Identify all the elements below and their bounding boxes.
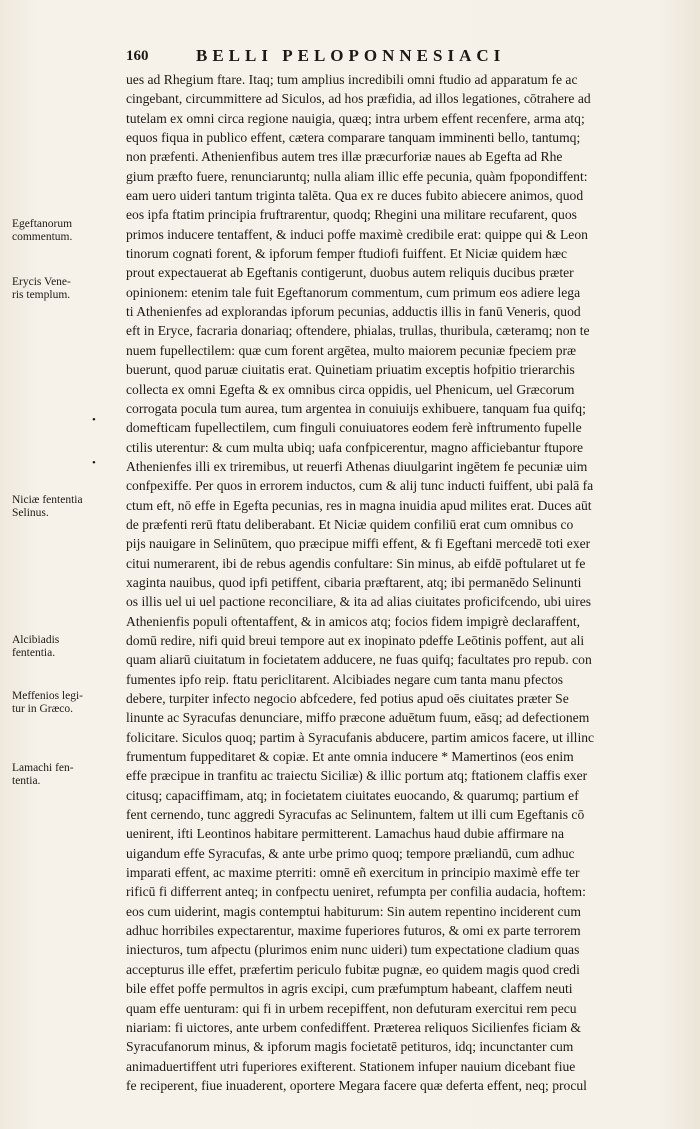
text-line: citui numerarent, ibi de rebus agendis confultare: Sin minus, ab eifdē poftularet ut fe: [126, 555, 586, 571]
text-line: Syracufanorum minus, & ipforum magis focietatē petituros, idq; incunctanter cum: [126, 1039, 574, 1055]
text-line: fent cernendo, tunc aggredi Syracufas ac Selinuntem, faltem ut illi cum Egeftanis cō: [126, 807, 585, 823]
text-line: prout expectauerat ab Egeftanis contigerunt, duobus autem reliquis ducibus præter: [126, 265, 574, 281]
text-line: gium præfto fuere, renunciaruntq; nulla aliam illic effe pecunia, quàm fpopondiffent:: [126, 168, 588, 184]
marginal-note: [12, 494, 122, 519]
text-line: confpexiffe. Per quos in errorem inductos, cum & alij tunc inducti fuiffent, ubi palā fa: [126, 478, 594, 494]
text-line: non præfenti. Athenienfibus autem tres illæ præcurforiæ naues ab Egefta ad Rhe: [126, 149, 563, 165]
text-line: Athenienfis populi oftentaffent, & in amicos atq; focios fidem impigrè declaraffent,: [126, 613, 580, 629]
text-line: nuem fupellectilem: quæ cum forent argētea, multo maiorem pecuniæ fpeciem præ: [126, 342, 577, 358]
text-line: animaduertiffent utri fuperiores exifterent. Stationem infuper nauium dicebant fiue: [126, 1058, 576, 1074]
marginal-note-line: Selinus.: [12, 506, 49, 519]
marginal-note-line: Egeftanorum: [12, 218, 73, 230]
text-line: debere, turpiter infecto negocio abfcedere, fed potius apud oēs ciuitates præter Se: [126, 691, 569, 706]
text-line: adhuc horribiles expectarentur, maxime fuperiores futuros, & omi ex parte terrorem: [126, 923, 581, 939]
text-line: eos cum uiderint, magis contemptui habiturum: Sin autem repentino inciderent cum: [126, 903, 581, 919]
text-line: primos inducere tentaffent, & induci poffe maximè credibile erat: quippe qui & Leon: [126, 226, 588, 242]
text-line: bile effet poffe permultos in agris excipi, cum præfumptum habeant, claffem neuti: [126, 981, 573, 997]
text-line: fe reciperent, fiue inuaderent, oportere Megara facere quæ deferta effent, neq; procul: [126, 1077, 587, 1093]
marginal-note: [12, 634, 122, 659]
marginal-note-line: tur in Græco.: [12, 702, 74, 715]
page-header: [0, 44, 700, 68]
text-line: corrogata pocula tum aurea, tum argentea in conuiuijs exhibuere, tanquam fua quifq;: [126, 400, 586, 416]
text-line: eam uero uideri tantum triginta talēta. Qua ex re duces fubito abiecere animos, quod: [126, 188, 584, 204]
marginal-note-line: Meffenios legi-: [12, 690, 84, 702]
running-title: BELLI PELOPONNESIACI: [196, 46, 506, 65]
text-line: ti Athenienfes ad explorandas ipforum pecunias, adductis illis in fanū Veneris, quod: [126, 304, 581, 320]
text-line: tinorum cognati forent, & ipforum femper ftudiofi fuiffent. Et Niciæ quidem hæc: [126, 246, 568, 262]
marginal-note-line: ris templum.: [12, 288, 71, 301]
text-line: iniecturos, tum afpectu (plurimos enim nunc uideri) tum expectatione cladium quas: [126, 942, 580, 958]
marginal-note: [12, 690, 122, 715]
marginal-note: [12, 276, 122, 301]
text-line: equos fiqua in publico effent, cætera comparare tanquam imminenti bello, tantumq;: [126, 130, 581, 146]
text-line: eos ipfa ftatim principia fruftrarentur, quodq; Rhegini una militare recufarent, quos: [126, 207, 577, 223]
text-line: pijs nauigare in Selinūtem, quo præcipue miffi effent, & fi Egeftani mercedē toti exer: [126, 536, 591, 552]
text-line: xaginta nauibus, quod ipfi petiffent, cibaria præftarent, atq; ibi permanēdo Selinunti: [126, 574, 582, 590]
text-line: Athenienfes illi ex triremibus, ut reuerfi Athenas diuulgarint ingētem fe pecuniæ uim: [126, 458, 588, 474]
text-line: uigandum effe Syracufas, & ante urbe primo quoq; tempore præliandū, cum adhuc: [126, 845, 575, 861]
text-line: buerunt, quod paruæ ciuitatis erat. Quinetiam priuatim exceptis hofpitio trierarchis: [126, 362, 575, 378]
text-line: quam aliarū ciuitatum in focietatem adducere, ne fuas quifq; facultates pro repub. con: [126, 652, 592, 668]
marginal-note-line: tentia.: [12, 774, 41, 787]
marginal-note-line: Alcibiadis: [12, 634, 60, 646]
text-line: collecta ex omni Egefta & ex omnibus circa oppidis, uel Phenicum, uel Græcorum: [126, 381, 575, 397]
marginal-note-line: •: [92, 457, 96, 469]
text-line: imparati effent, ac maxime pterriti: omnē eñ exercitum in principio maximè effe ter: [126, 865, 580, 881]
text-line: eft in Eryce, facraria donariaq; oftendere, phialas, trullas, thuribula, cæteramq; non te: [126, 323, 590, 339]
text-line: rificū fi differrent anteq; in confpectu ueniret, refumpta per confilia audacia, hoftem:: [126, 884, 586, 900]
text-line: effe præcipue in tranfitu ac traiectu Siciliæ) & illic portum atq; ftationem claffis exer: [126, 768, 588, 784]
marginal-note-line: Lamachi fen-: [12, 762, 74, 774]
marginal-note-line: •: [92, 414, 96, 426]
text-line: os illis uel ui uel pactione reconciliare, & ita ad alias ciuitates proficifcendo, ubi uires: [126, 594, 592, 610]
text-line: ues ad Rhegium ftare. Itaq; tum amplius incredibili omni ftudio ad apparatum fe ac: [126, 72, 578, 87]
marginal-note-line: Niciæ fententia: [12, 494, 83, 506]
text-line: frumentum fuppeditaret & copiæ. Et ante omnia inducere * Mamertinos (eos enim: [126, 749, 574, 765]
text-line: domefticam fupellectilem, cum finguli conuiuatores eodem ferè inftrumento fupelle: [126, 420, 582, 436]
text-line: quam effe uenturam: qui fi in urbem recepiffent, non defuturam exercitui rem pecu: [126, 1000, 577, 1016]
text-line: uenirent, ifti Leontinos habitare permitterent. Lamachus haud dubie affirmare na: [126, 826, 564, 842]
text-line: cingebant, circummittere ad Siculos, ad hos præfidia, ad illos legationes, cōtrahere ad: [126, 91, 591, 107]
text-line: linunte ac Syracufas denunciare, miffo præcone aduētum fuum, eāsq; ad defectionem: [126, 710, 590, 726]
page-number: 160: [126, 48, 149, 64]
text-line: de præfenti rerū ftatu deliberabant. Et Niciæ quidem confiliū erat cum omnibus co: [126, 516, 574, 532]
marginal-note-line: Erycis Vene-: [12, 276, 71, 288]
text-line: citusq; capaciffimam, atq; in focietatem ciuitates euocando, & quarumq; partium ef: [126, 787, 579, 803]
marginal-note-line: commentum.: [12, 230, 73, 243]
text-line: folicitare. Siculos quoq; partim à Syracufanis abducere, partim amicos facere, ut illinc: [126, 729, 595, 745]
marginal-note: [12, 762, 122, 787]
text-line: opinionem: etenim tale fuit Egeftanorum commentum, cum primum eos adiere lega: [126, 284, 581, 300]
marginal-note-line: fententia.: [12, 646, 56, 659]
text-line: ctum eft, nō effe in Egefta pecunias, res in magna inuidia apud milites erat. Duces aūt: [126, 497, 592, 513]
marginal-note: [12, 218, 122, 243]
text-line: accepturus ille effet, præfertim periculo fubitæ pugnæ, eo quidem magis quod credi: [126, 961, 580, 977]
main-text-block: [126, 70, 679, 1095]
text-line: fumentes ipfo reip. ftatu periclitarent. Alcibiades negare cum tanta manu pfectos: [126, 671, 564, 687]
text-line: ctilis uterentur: & cum multa ubiq; uafa confpicerentur, magno afficiebantur ftupore: [126, 439, 584, 455]
text-line: niariam: fi uictores, ante urbem confediffent. Præterea reliquos Sicilienfes ficiam &: [126, 1019, 581, 1035]
text-line: tutelam ex omni circa regione nauigia, quæq; intra urbem effent recenfere, arma atq;: [126, 110, 585, 126]
text-line: domū redire, nifi quid breui tempore aut ex inopinato pdeffe Leōtinis poffent, aut ali: [126, 632, 585, 648]
